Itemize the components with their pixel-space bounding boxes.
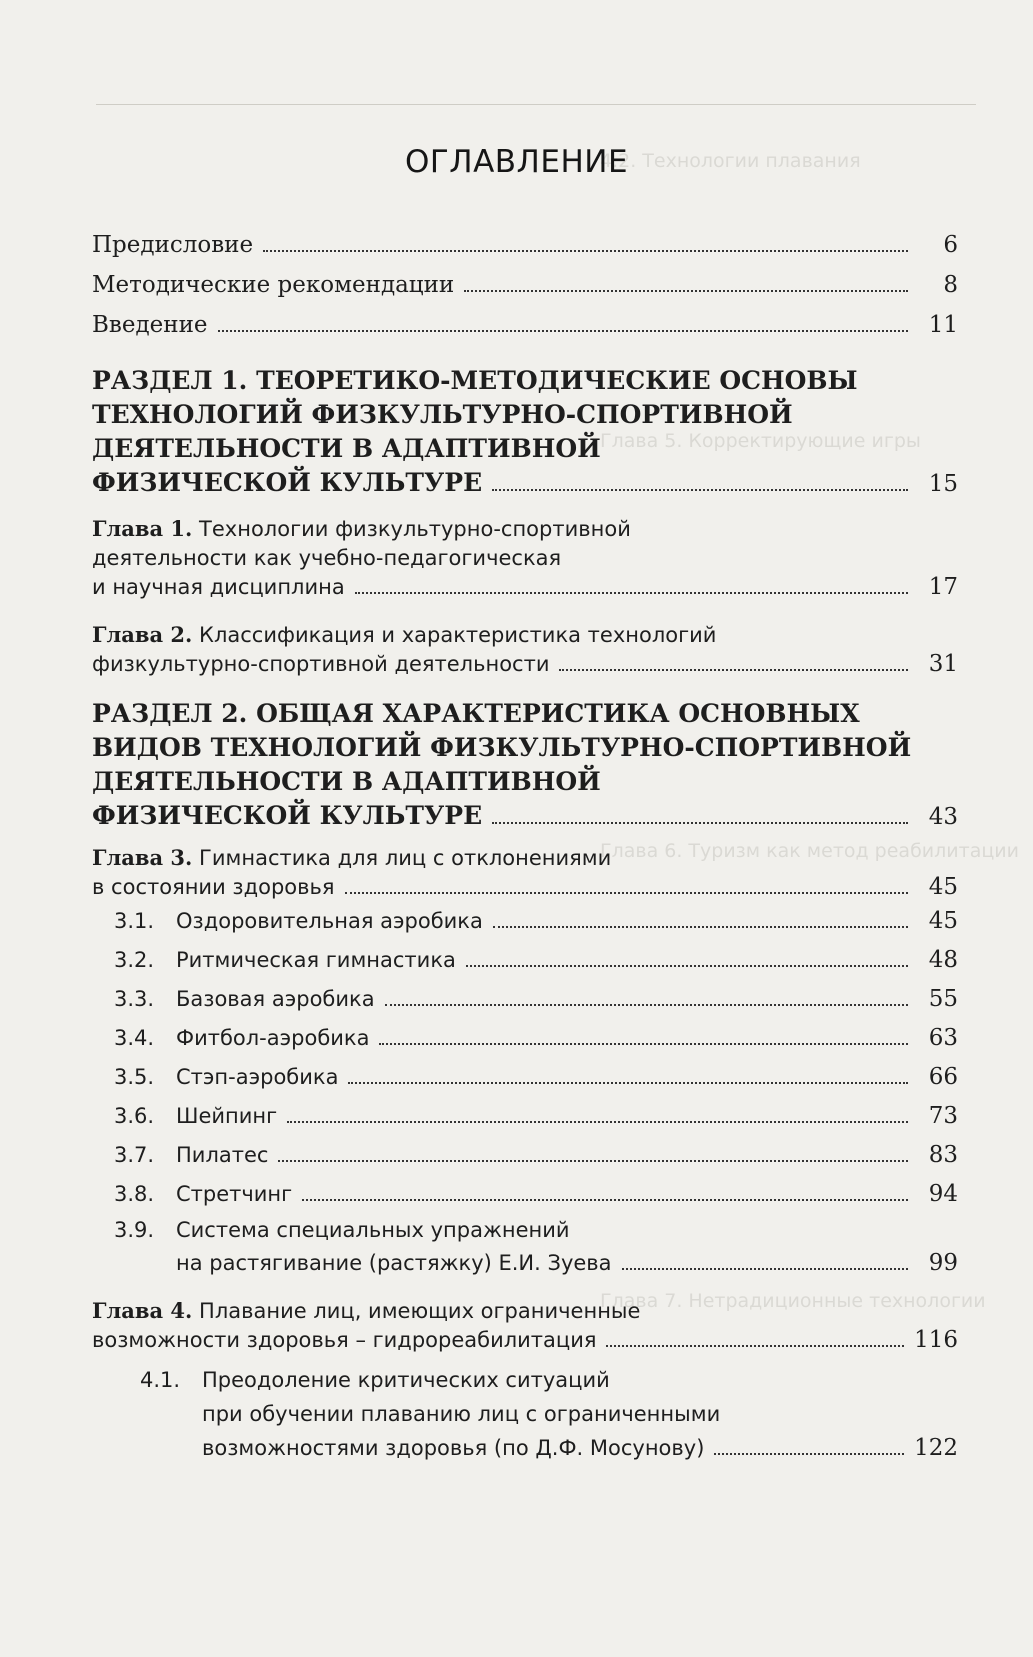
chapter-title: физкультурно-спортивной деятельности — [92, 652, 550, 676]
toc-item-3-5 — [92, 1058, 958, 1097]
toc-item-3-4 — [92, 1019, 958, 1058]
dot-leader — [493, 926, 908, 928]
chapter-title: Классификация и характеристика технологий — [199, 623, 717, 647]
item-code: 3.1. — [114, 909, 155, 933]
toc-section-2 — [92, 697, 958, 833]
item-code: 3.9. — [114, 1218, 155, 1242]
page-number: 83 — [928, 1142, 958, 1168]
page-number: 8 — [943, 272, 958, 298]
page-number: 48 — [928, 947, 958, 973]
dot-leader — [379, 1043, 908, 1045]
item-title: Пилатес — [176, 1143, 269, 1167]
dot-leader — [466, 965, 908, 967]
page-number: 43 — [928, 804, 958, 830]
item-code: 3.3. — [114, 987, 155, 1011]
dot-leader — [492, 489, 908, 491]
item-code: 3.4. — [114, 1026, 155, 1050]
toc-item-3-7 — [92, 1136, 958, 1175]
item-code: 3.6. — [114, 1104, 155, 1128]
toc-item-3-3 — [92, 980, 958, 1019]
item-title: при обучении плаванию лиц с ограниченными — [202, 1402, 721, 1426]
chapter-title: и научная дисциплина — [92, 575, 345, 599]
entry-label: Введение — [92, 312, 208, 338]
toc-chapter-2 — [92, 620, 958, 679]
item-title: Фитбол-аэробика — [176, 1026, 370, 1050]
page-number: 66 — [928, 1064, 958, 1090]
dot-leader — [355, 592, 908, 594]
toc-item-3-2 — [92, 941, 958, 980]
toc-entry-guidelines — [92, 268, 958, 302]
dot-leader — [606, 1345, 904, 1347]
item-code: 3.2. — [114, 948, 155, 972]
item-title: Стретчинг — [176, 1182, 293, 1206]
dot-leader — [492, 822, 908, 824]
toc-item-3-1 — [92, 902, 958, 941]
item-code: 3.5. — [114, 1065, 155, 1089]
dot-leader — [278, 1160, 908, 1162]
toc-item-3-6 — [92, 1097, 958, 1136]
toc-item-3-8 — [92, 1175, 958, 1214]
dot-leader — [622, 1268, 908, 1270]
dot-leader — [287, 1121, 908, 1123]
item-code: 3.7. — [114, 1143, 155, 1167]
item-title: Преодоление критических ситуаций — [202, 1368, 610, 1392]
toc-entry-introduction — [92, 308, 958, 342]
page-number: 116 — [914, 1327, 958, 1353]
page-number: 63 — [928, 1025, 958, 1051]
item-title: Шейпинг — [176, 1104, 278, 1128]
table-of-contents — [92, 228, 958, 1465]
show-through: Глава 5. Корректирующие игры — [600, 430, 921, 452]
top-rule — [96, 104, 976, 105]
section-line: ФИЗИЧЕСКОЙ КУЛЬТУРЕ — [92, 801, 483, 830]
chapter-prefix: Глава 3. — [92, 845, 193, 870]
section-line: ТЕХНОЛОГИЙ ФИЗКУЛЬТУРНО-СПОРТИВНОЙ — [92, 400, 793, 429]
show-through: Глава 6. Туризм как метод реабилитации — [600, 840, 1019, 862]
chapter-prefix: Глава 2. — [92, 622, 193, 647]
page-number: 55 — [928, 986, 958, 1012]
item-title: Базовая аэробика — [176, 987, 375, 1011]
chapter-prefix: Глава 1. — [92, 516, 193, 541]
dot-leader — [218, 330, 908, 332]
section-line: ФИЗИЧЕСКОЙ КУЛЬТУРЕ — [92, 468, 483, 497]
page-number: 45 — [928, 874, 958, 900]
entry-label: Методические рекомендации — [92, 272, 455, 298]
page-number: 11 — [928, 312, 958, 338]
toc-entry-preface — [92, 228, 958, 262]
chapter-title: Технологии физкультурно-спортивной — [199, 517, 631, 541]
chapter-title: деятельности как учебно-педагогическая — [92, 546, 562, 570]
toc-item-3-9 — [92, 1214, 958, 1280]
page-number: 94 — [928, 1181, 958, 1207]
page-title: ОГЛАВЛЕНИЕ — [404, 144, 629, 180]
toc-chapter-1 — [92, 514, 958, 602]
chapter-title: в состоянии здоровья — [92, 875, 335, 899]
item-code: 4.1. — [140, 1368, 181, 1392]
chapter-title: Плавание лиц, имеющих ограниченные — [199, 1299, 641, 1323]
item-code: 3.8. — [114, 1182, 155, 1206]
toc-section-1 — [92, 364, 958, 500]
chapter-prefix: Глава 4. — [92, 1298, 193, 1323]
dot-leader — [263, 250, 908, 252]
item-title: Оздоровительная аэробика — [176, 909, 483, 933]
toc-chapter-4 — [92, 1296, 958, 1355]
page-number: 99 — [928, 1250, 958, 1276]
dot-leader — [559, 669, 908, 671]
section-line: ДЕЯТЕЛЬНОСТИ В АДАПТИВНОЙ — [92, 434, 601, 463]
page-number: 122 — [914, 1435, 958, 1461]
section-line: ДЕЯТЕЛЬНОСТИ В АДАПТИВНОЙ — [92, 767, 601, 796]
dot-leader — [302, 1199, 908, 1201]
page-number: 17 — [928, 574, 958, 600]
item-title: Система специальных упражнений — [176, 1218, 570, 1242]
page-number: 15 — [928, 471, 958, 497]
page-number: 73 — [928, 1103, 958, 1129]
section-line: РАЗДЕЛ 1. ТЕОРЕТИКО-МЕТОДИЧЕСКИЕ ОСНОВЫ — [92, 366, 858, 395]
page-number: 31 — [928, 651, 958, 677]
chapter-title: возможности здоровья – гидрореабилитация — [92, 1328, 597, 1352]
section-line: ВИДОВ ТЕХНОЛОГИЙ ФИЗКУЛЬТУРНО-СПОРТИВНОЙ — [92, 733, 912, 762]
chapter-title: Гимнастика для лиц с отклонениями — [199, 846, 612, 870]
item-title: Ритмическая гимнастика — [176, 948, 456, 972]
dot-leader — [348, 1082, 908, 1084]
toc-chapter-3 — [92, 843, 958, 902]
page-number: 6 — [943, 232, 958, 258]
section-line: РАЗДЕЛ 2. ОБЩАЯ ХАРАКТЕРИСТИКА ОСНОВНЫХ — [92, 699, 860, 728]
dot-leader — [714, 1453, 904, 1455]
item-title: на растягивание (растяжку) Е.И. Зуева — [176, 1251, 612, 1275]
show-through: Глава 7. Нетрадиционные технологии — [600, 1290, 986, 1312]
item-title: Стэп-аэробика — [176, 1065, 339, 1089]
page-number: 45 — [928, 908, 958, 934]
dot-leader — [385, 1004, 908, 1006]
entry-label: Предисловие — [92, 232, 254, 258]
show-through: 4.2. Технологии плавания — [600, 150, 861, 172]
item-title: возможностями здоровья (по Д.Ф. Мосунову) — [202, 1436, 705, 1460]
dot-leader — [345, 892, 908, 894]
toc-item-4-1 — [92, 1363, 958, 1465]
dot-leader — [464, 290, 908, 292]
